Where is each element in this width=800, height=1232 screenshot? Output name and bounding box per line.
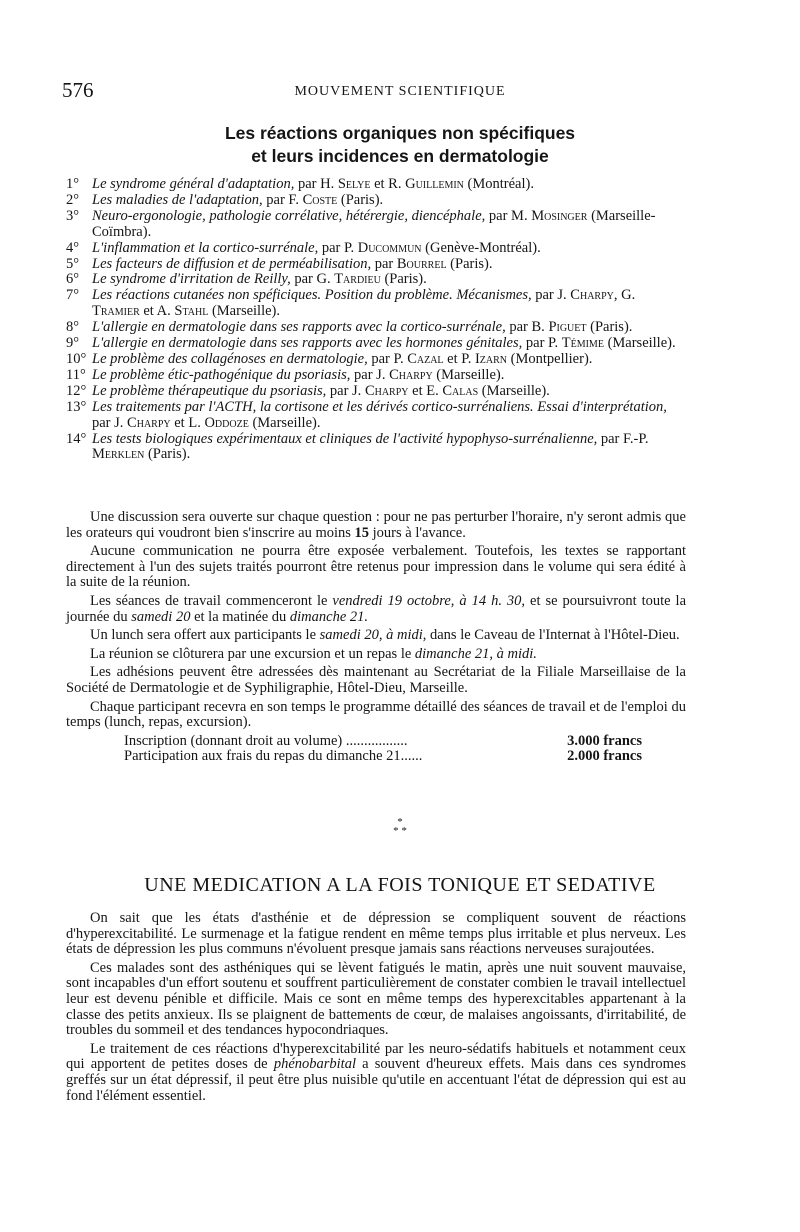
- text-run: Cazal: [407, 350, 444, 367]
- fee-label: Participation aux frais du repas du dimanche 21......: [124, 748, 423, 765]
- text-run: , G.: [613, 287, 636, 304]
- text-run: Selye: [337, 176, 371, 192]
- text-run: dimanche 21.: [289, 608, 369, 625]
- text-run: samedi 20: [131, 608, 191, 625]
- text-run: par J.: [92, 414, 128, 431]
- text-run: a souvent d'heureux effets. Mais dans ces syndromes greffés sur un état dépressif, il peut être plus nuisible qu'utile en accentuant l'état de dépression qui est au fond l'élément essentiel.: [66, 1056, 687, 1104]
- text-run: 15: [354, 524, 370, 541]
- paragraph: [66, 647, 686, 663]
- text-run: La réunion se clôturera par une excursion et un repas le: [90, 645, 415, 662]
- paragraph: [66, 510, 686, 541]
- text-run: Oddoze: [204, 414, 249, 431]
- item-number: 11°: [66, 366, 86, 383]
- article-2-text: [66, 911, 686, 1107]
- item-number: 2°: [66, 191, 80, 208]
- program-item: [66, 288, 686, 320]
- article-title-line-2: et leurs incidences en dermatologie: [251, 146, 549, 166]
- text-run: Le syndrome général d'adaptation,: [92, 176, 295, 192]
- program-item: [66, 257, 686, 273]
- item-number: 4°: [66, 239, 80, 256]
- item-number: 5°: [66, 255, 80, 272]
- text-run: Coste: [302, 191, 338, 208]
- text-run: par P.: [318, 239, 358, 256]
- text-run: par P.: [367, 350, 408, 367]
- item-number: 7°: [66, 287, 80, 304]
- text-run: et L.: [170, 414, 205, 431]
- program-item: [66, 368, 686, 384]
- paragraph: [66, 628, 686, 644]
- text-run: (Paris).: [380, 271, 427, 288]
- asterism-bottom: * *: [393, 825, 407, 837]
- text-run: vendredi 19 octobre, à 14 h. 30,: [332, 592, 526, 609]
- paragraph: [66, 594, 686, 625]
- text-run: Les facteurs de diffusion et de perméabilisation,: [92, 255, 372, 272]
- text-run: On sait que les états d'asthénie et de dépression se compliquent souvent de réactions d'hyperexcitabilité. Le surmenage et la fatigue rendent en même temps plus irritable et plus nerveux. Les états de dépression les plus communs n'évoluent presque jamais sans réactions nerveuses surajoutées.: [66, 910, 686, 958]
- article-2-title: UNE MEDICATION A LA FOIS TONIQUE ET SEDATIVE: [144, 874, 656, 896]
- fee-label: Inscription (donnant droit au volume) .................: [124, 732, 408, 749]
- text-run: Le syndrome d'irritation de Reilly,: [92, 271, 291, 288]
- program-item: [66, 320, 686, 336]
- text-run: par P.: [522, 335, 562, 352]
- text-run: Merklen: [92, 446, 145, 463]
- paragraph: [66, 1042, 686, 1104]
- fees-list: [66, 734, 686, 765]
- text-run: Chaque participant recevra en son temps le programme détaillé des séances de travail et de l'emploi du temps (lunch, repas, excursion).: [66, 698, 686, 731]
- text-run: Les traitements par l'ACTH, la cortisone et les dérivés cortico-surrénaliens. Essai d'interprétation,: [92, 398, 667, 415]
- text-run: et E.: [408, 382, 443, 399]
- item-number: 9°: [66, 335, 80, 352]
- text-run: (Marseille).: [208, 303, 280, 320]
- text-run: par B.: [505, 319, 549, 336]
- text-run: par F.-P.: [597, 430, 649, 447]
- text-run: (Paris).: [586, 319, 633, 336]
- text-run: Le problème des collagénoses en dermatologie,: [92, 350, 368, 367]
- text-run: Mosinger: [531, 207, 588, 224]
- text-run: Les maladies de l'adaptation,: [92, 191, 263, 208]
- program-list: [66, 177, 686, 463]
- text-run: et A.: [139, 303, 175, 320]
- page-number: 576: [62, 78, 94, 102]
- text-run: Tardieu: [334, 271, 381, 288]
- text-run: jours à l'avance.: [369, 524, 466, 541]
- text-run: Izarn: [474, 350, 508, 367]
- text-run: par G.: [290, 271, 335, 288]
- text-run: Bourrel: [396, 255, 447, 272]
- announcement-paragraphs: [66, 510, 686, 731]
- text-run: Une discussion sera ouverte sur chaque question : pour ne pas perturber l'horaire, n'y seront admis que les orateurs qui voudront bien s'inscrire au moins: [66, 509, 686, 541]
- text-run: et se poursuivront toute la journée du: [66, 592, 687, 625]
- asterism-top: *: [397, 816, 403, 828]
- text-run: Aucune communication ne pourra être exposée verbalement. Toutefois, les textes se rapportant directement à l'un des sujets traités pourront être retenus pour impression dans le volume qui sera édité à la suite de la réunion.: [66, 543, 686, 591]
- item-number: 13°: [66, 398, 87, 415]
- item-number: 8°: [66, 319, 80, 336]
- text-run: (Paris).: [337, 191, 384, 208]
- text-run: (Genève-Montréal).: [421, 239, 541, 256]
- text-run: Ces malades sont des asthéniques qui se lèvent fatigués le matin, après une nuit souvent mauvaise, sont incapables d'un effort soutenu et souffrent particulièrement de constater combien le travail intellectuel leur est devenu pénible et difficile. Mais ce sont en même temps des hyperexcitables appartenant à la classe des petits anxieux. Ils se plaignent de battements de cœur, de malaises angoissants, d'irritabilité, de troubles du sommeil et des tendances hypocondriaques.: [66, 959, 686, 1039]
- text-run: Stahl: [174, 303, 209, 320]
- text-run: (Marseille).: [432, 366, 505, 383]
- text-run: Un lunch sera offert aux participants le: [90, 627, 320, 644]
- text-run: samedi 20, à midi,: [319, 627, 427, 644]
- paragraph: [66, 665, 686, 696]
- text-run: Calas: [442, 382, 479, 399]
- item-number: 3°: [66, 207, 80, 224]
- text-run: phénobarbital: [273, 1056, 356, 1073]
- text-run: et la matinée du: [190, 608, 290, 625]
- program-item: [66, 352, 686, 368]
- article-title-line-1: Les réactions organiques non spécifiques: [224, 123, 576, 143]
- text-run: Témime: [561, 335, 604, 352]
- text-run: et R.: [370, 176, 406, 192]
- item-number: 6°: [66, 271, 80, 288]
- program-item: [66, 177, 686, 193]
- text-run: dimanche 21, à midi.: [414, 645, 537, 662]
- text-run: par M.: [485, 207, 532, 224]
- text-run: Tramier: [92, 303, 140, 320]
- text-run: Piguet: [548, 319, 587, 336]
- program-item: [66, 336, 686, 352]
- text-run: Neuro-ergonologie, pathologie corrélative, hétérergie, diencéphale,: [92, 207, 486, 224]
- text-run: (Marseille).: [248, 414, 321, 431]
- text-run: Le problème thérapeutique du psoriasis,: [92, 382, 327, 399]
- fee-amount: 2.000 francs: [567, 748, 642, 765]
- program-item: [66, 209, 686, 241]
- text-run: par H.: [294, 176, 338, 192]
- asterism-separator: [0, 818, 800, 836]
- item-number: 1°: [66, 176, 80, 192]
- text-run: L'allergie en dermatologie dans ses rapports avec la cortico-surrénale,: [92, 319, 506, 336]
- text-run: (Paris).: [446, 255, 493, 272]
- text-run: L'inflammation et la cortico-surrénale,: [92, 239, 319, 256]
- program-item: [66, 432, 686, 464]
- program-item: [66, 193, 686, 209]
- text-run: par J.: [350, 366, 390, 383]
- text-run: (Marseille).: [603, 335, 676, 352]
- text-run: Guillemin: [405, 176, 464, 192]
- text-run: Charpy: [127, 414, 171, 431]
- item-number: 14°: [66, 430, 87, 447]
- program-item: [66, 241, 686, 257]
- text-run: par: [371, 255, 397, 272]
- program-item: [66, 400, 686, 432]
- fee-row: [124, 749, 686, 765]
- text-run: Les réactions cutanées non spéficiques. Position du problème. Mécanismes,: [92, 287, 532, 304]
- program-item: [66, 272, 686, 288]
- text-run: Les adhésions peuvent être adressées dès maintenant au Secrétariat de la Filiale Marseillaise de la Société de Dermatologie et de Syphiligraphie, Hôtel-Dieu, Marseille.: [66, 664, 686, 696]
- text-run: par F.: [262, 191, 303, 208]
- text-run: (Montpellier).: [507, 350, 593, 367]
- text-run: par J.: [531, 287, 571, 304]
- running-title: MOUVEMENT SCIENTIFIQUE: [294, 84, 506, 99]
- text-run: dans le Caveau de l'Internat à l'Hôtel-Dieu.: [426, 627, 680, 644]
- paragraph: [66, 911, 686, 958]
- program-item: [66, 384, 686, 400]
- text-run: Ducommun: [357, 239, 422, 256]
- text-run: Le traitement de ces réactions d'hyperexcitabilité par les neuro-sédatifs habituels et notamment ceux qui apportent de petites doses de: [66, 1040, 686, 1073]
- text-run: L'allergie en dermatologie dans ses rapports avec les hormones génitales,: [92, 335, 523, 352]
- text-run: Charpy: [389, 366, 433, 383]
- paragraph: [66, 544, 686, 591]
- paragraph: [66, 961, 686, 1039]
- text-run: Les tests biologiques expérimentaux et cliniques de l'activité hypophyso-surrénalienne,: [92, 430, 598, 447]
- text-run: par J.: [326, 382, 365, 399]
- text-run: et P.: [443, 350, 475, 367]
- paragraph: [66, 700, 686, 731]
- text-run: Le problème étic-pathogénique du psoriasis,: [92, 366, 351, 383]
- fee-row: [124, 734, 686, 750]
- text-run: Charpy: [364, 382, 409, 399]
- text-run: Les séances de travail commenceront le: [90, 592, 333, 609]
- fee-amount: 3.000 francs: [567, 732, 642, 749]
- text-run: Charpy: [570, 287, 614, 304]
- item-number: 12°: [66, 382, 87, 399]
- text-run: (Montréal).: [463, 176, 534, 192]
- announcement-text: [66, 510, 686, 765]
- text-run: (Marseille-Coïmbra).: [92, 207, 656, 240]
- item-number: 10°: [66, 350, 87, 367]
- text-run: (Marseille).: [478, 382, 550, 399]
- text-run: (Paris).: [144, 446, 191, 463]
